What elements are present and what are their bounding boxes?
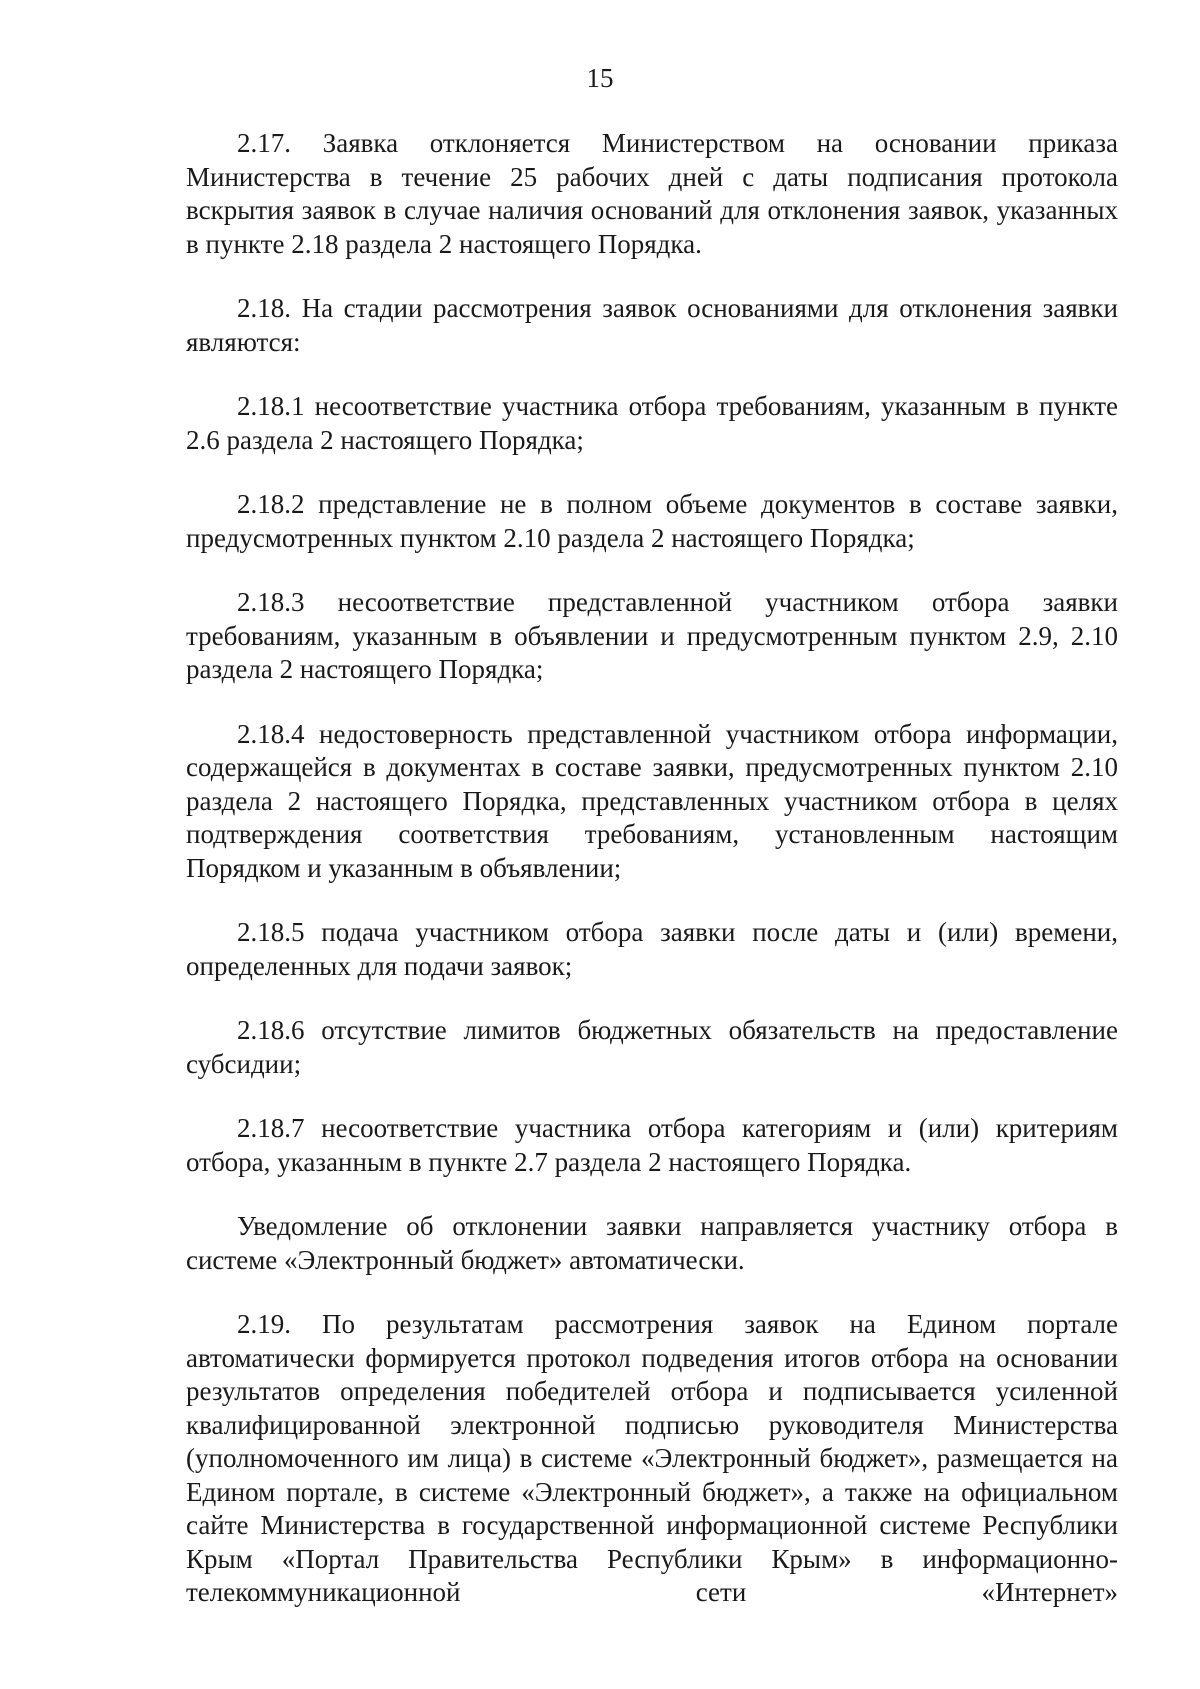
paragraph-2-18-5: 2.18.5 подача участником отбора заявки после даты и (или) времени, определенных для подачи заявок; — [186, 917, 1118, 981]
paragraph-2-18-3: 2.18.3 несоответствие представленной участником отбора заявки требованиям, указанным в объявлении и предусмотренным пунктом 2.9, 2.10 раздела 2 настоящего Порядка; — [186, 587, 1118, 684]
paragraph-2-18-1: 2.18.1 несоответствие участника отбора требованиям, указанным в пункте 2.6 раздела 2 настоящего Порядка; — [186, 391, 1118, 455]
paragraph-2-19: 2.19. По результатам рассмотрения заявок на Едином портале автоматически формируется протокол подведения итогов отбора на основании результатов определения победителей отбора и подписывается усиленной квалифицированной электронной подписью руководителя Министерства (уполномоченного им лица) в системе «Электронный бюджет», размещается на Едином портале, в системе «Электронный бюджет», а также на официальном сайте Министерства в государственной информационной системе Республики Крым «Портал Правительства Республики Крым» в информационно-телекоммуникационной сети «Интернет» — [186, 1309, 1118, 1607]
paragraph-2-18-4: 2.18.4 недостоверность представленной участником отбора информации, содержащейся в документах в составе заявки, предусмотренных пунктом 2.10 раздела 2 настоящего Порядка, представленных участником отбора в целях подтверждения соответствия требованиям, установленным настоящим Порядком и указанным в объявлении; — [186, 718, 1118, 883]
paragraph-2-17: 2.17. Заявка отклоняется Министерством на основании приказа Министерства в течение 25 рабочих дней с даты подписания протокола вскрытия заявок в случае наличия оснований для отклонения заявок, указанных в пункте 2.18 раздела 2 настоящего Порядка. — [186, 128, 1118, 259]
paragraph-2-18-2: 2.18.2 представление не в полном объеме документов в составе заявки, предусмотренных пунктом 2.10 раздела 2 настоящего Порядка; — [186, 489, 1118, 553]
page-number: 15 — [586, 63, 614, 93]
paragraph-2-18-7: 2.18.7 несоответствие участника отбора категориям и (или) критериям отбора, указанным в пункте 2.7 раздела 2 настоящего Порядка. — [186, 1113, 1118, 1177]
document-body — [186, 127, 1118, 1641]
paragraph-2-18-6: 2.18.6 отсутствие лимитов бюджетных обязательств на предоставление субсидии; — [186, 1015, 1118, 1079]
paragraph-2-18: 2.18. На стадии рассмотрения заявок основаниями для отклонения заявки являются: — [186, 293, 1118, 357]
paragraph-notification: Уведомление об отклонении заявки направляется участнику отбора в системе «Электронный бюджет» автоматически. — [186, 1211, 1118, 1275]
